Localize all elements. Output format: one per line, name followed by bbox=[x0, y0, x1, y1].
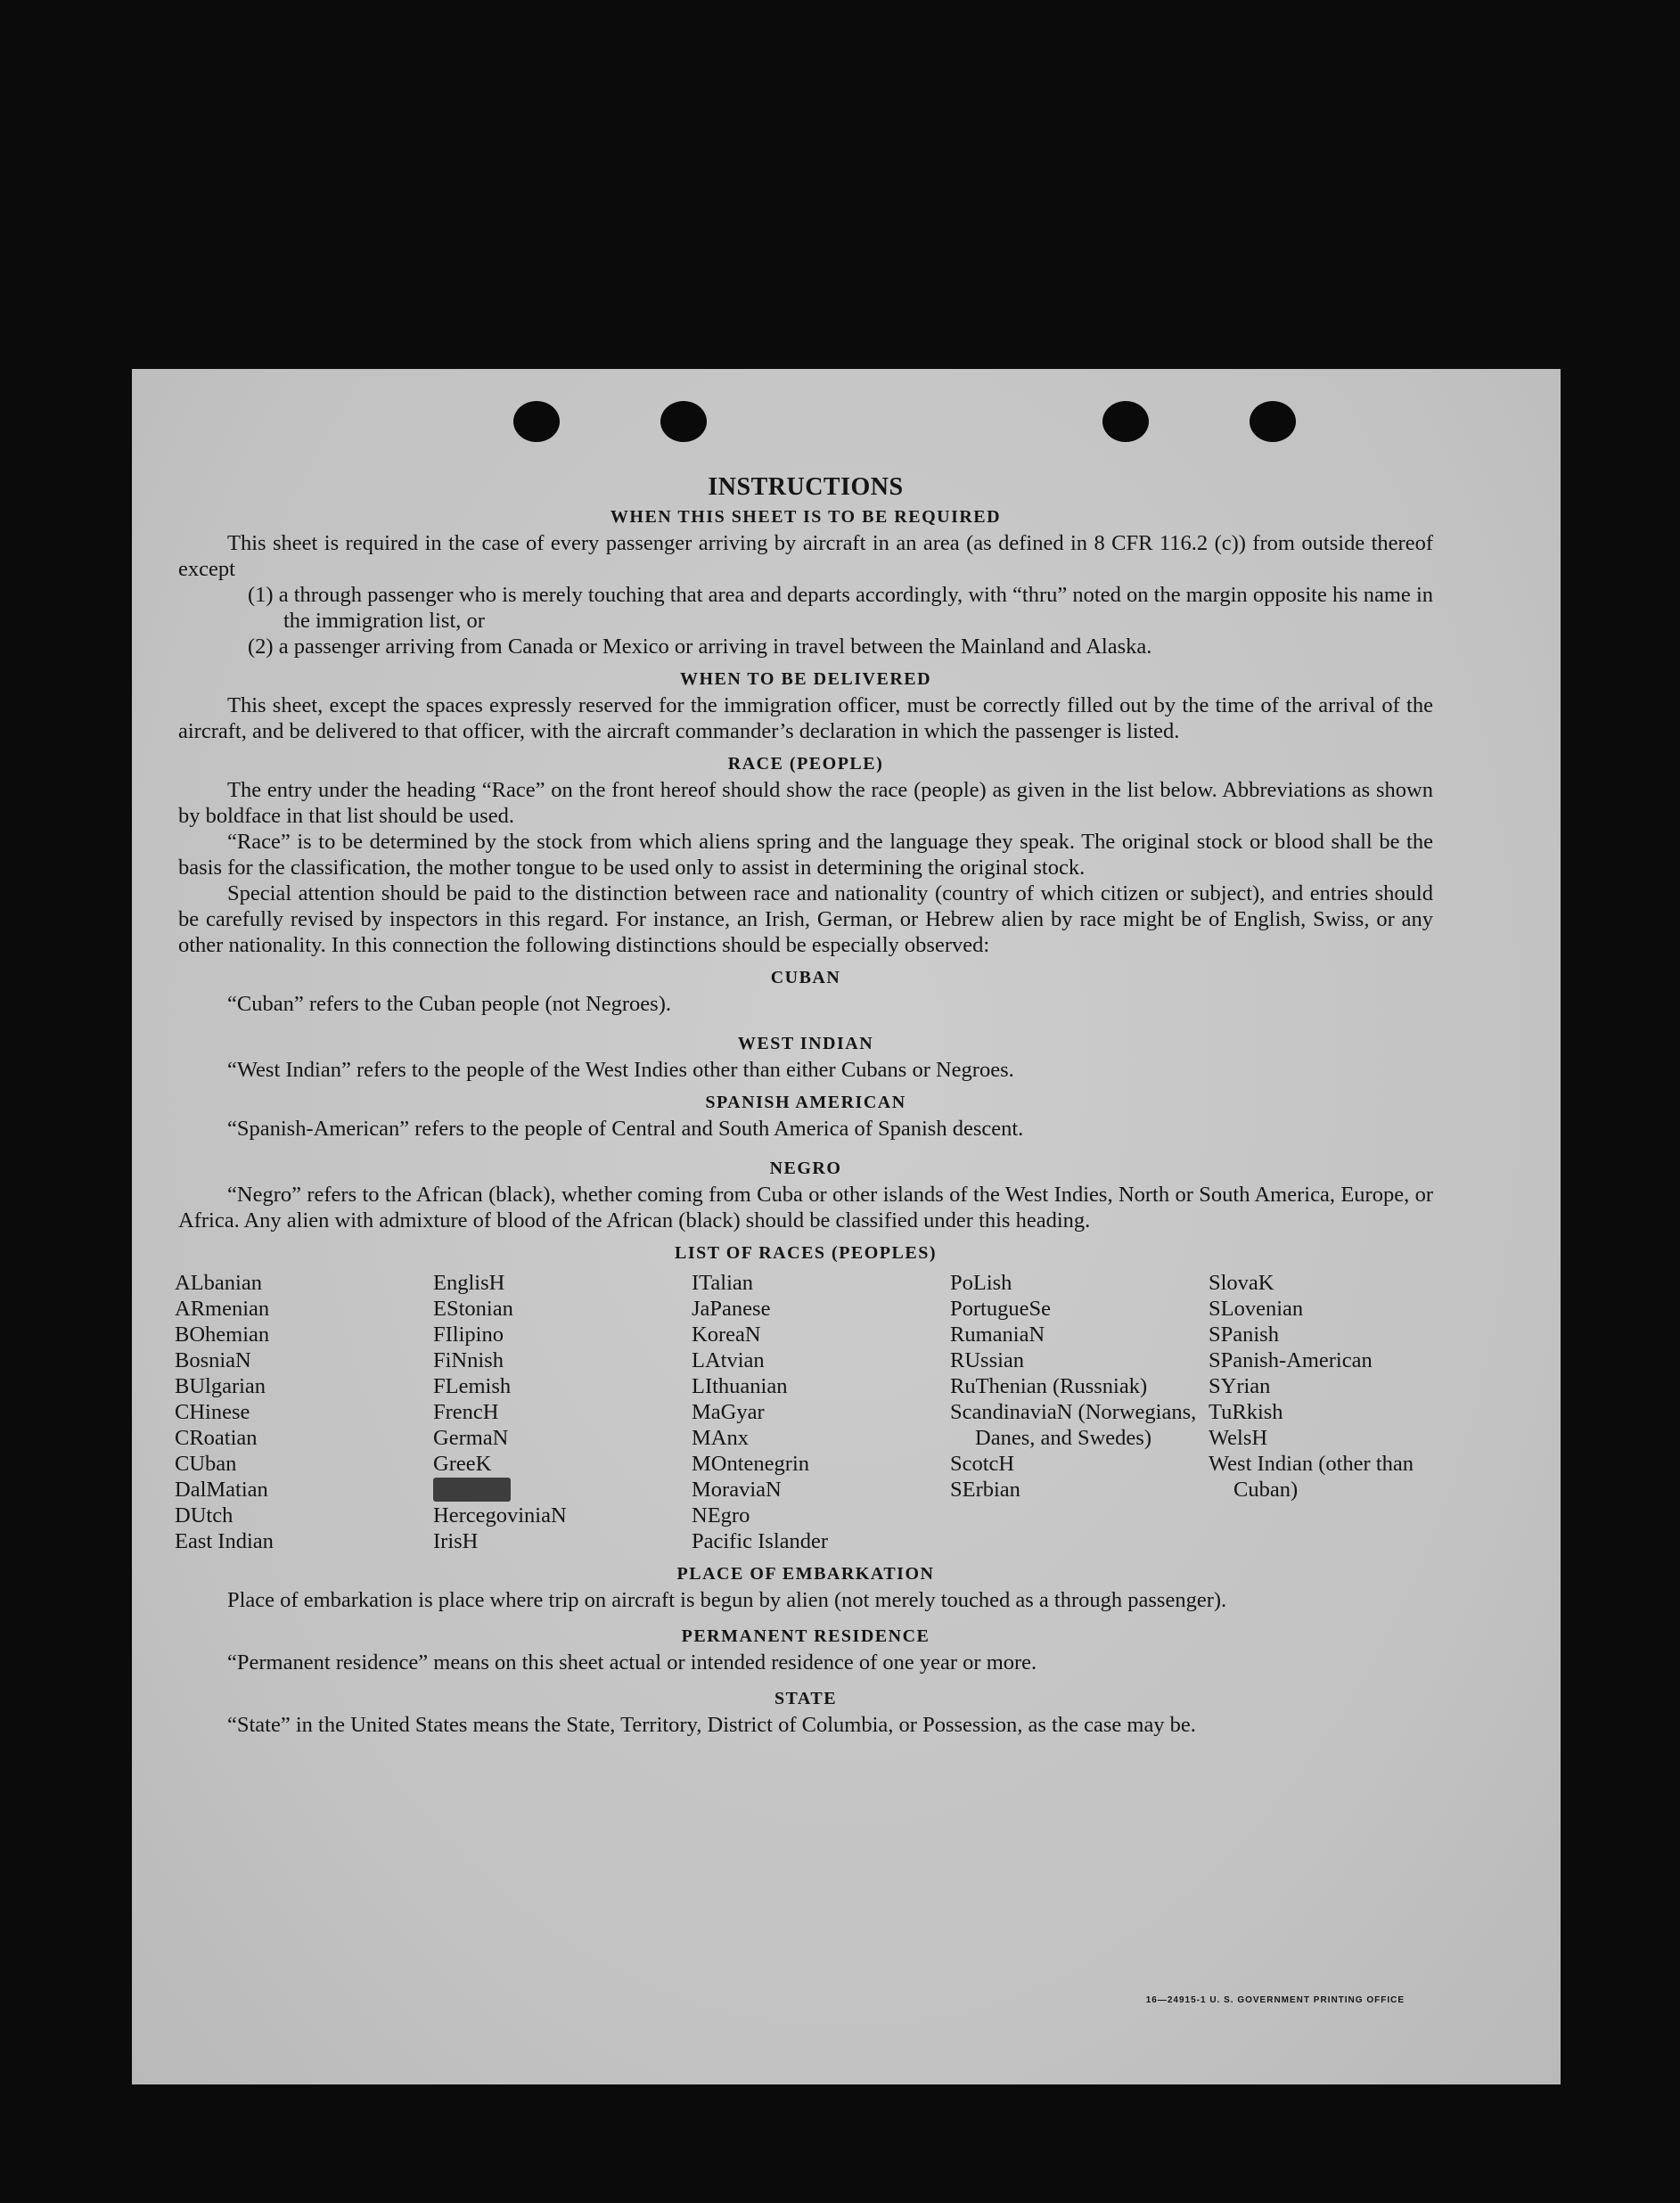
document-sheet bbox=[132, 369, 1561, 2084]
page-title: INSTRUCTIONS bbox=[708, 473, 904, 501]
when-delivered-heading: WHEN TO BE DELIVERED bbox=[679, 669, 932, 689]
when-required-intro: This sheet is required in the case of every passenger arriving by aircraft in an area (as defined in 8 CFR 116.2 (c)) from outside thereof except bbox=[178, 531, 1433, 581]
races-column bbox=[692, 1270, 950, 1554]
race-item: GreeK bbox=[433, 1452, 492, 1476]
west-indian-text: “West Indian” refers to the people of the West Indies other than either Cubans or Negroes. bbox=[227, 1058, 1014, 1082]
race-item: PoLish bbox=[950, 1271, 1012, 1295]
punch-hole bbox=[660, 401, 707, 442]
residence-text: “Permanent residence” means on this sheet actual or intended residence of one year or more. bbox=[227, 1650, 1037, 1675]
race-item: GermaN bbox=[433, 1426, 509, 1450]
race-item: SlovaK bbox=[1209, 1271, 1274, 1295]
race-item: RuThenian (Russniak) bbox=[950, 1374, 1148, 1398]
race-item: MaGyar bbox=[692, 1400, 765, 1424]
state-text: “State” in the United States means the State, Territory, District of Columbia, or Possession, as the case may be. bbox=[227, 1713, 1196, 1737]
race-item: LIthuanian bbox=[692, 1374, 788, 1398]
race-item: FIlipino bbox=[433, 1323, 504, 1347]
race-item: JaPanese bbox=[692, 1297, 771, 1321]
when-required-heading: WHEN THIS SHEET IS TO BE REQUIRED bbox=[610, 507, 1002, 527]
race-item: Pacific Islander bbox=[692, 1529, 829, 1553]
race-item: TuRkish bbox=[1209, 1400, 1283, 1424]
instructions-content bbox=[175, 472, 1433, 1738]
race-item: ScotcH bbox=[950, 1452, 1015, 1476]
race-item: MAnx bbox=[692, 1426, 749, 1450]
race-item: FiNnish bbox=[433, 1348, 504, 1372]
exception-1: (1) a through passenger who is merely touching that area and departs accordingly, with “thru” noted on the margin opposite his name in the immigration list, or bbox=[248, 583, 1433, 633]
race-item: East Indian bbox=[175, 1529, 274, 1553]
races-column bbox=[1209, 1270, 1440, 1554]
list-of-races-heading: LIST OF RACES (PEOPLES) bbox=[674, 1243, 937, 1263]
race-item: LAtvian bbox=[692, 1348, 765, 1372]
race-item: SYrian bbox=[1209, 1374, 1271, 1398]
residence-heading: PERMANENT RESIDENCE bbox=[681, 1626, 930, 1646]
punch-hole bbox=[513, 401, 560, 442]
race-item: ARmenian bbox=[175, 1297, 270, 1321]
race-item: IrisH bbox=[433, 1529, 479, 1553]
race-heading: RACE (PEOPLE) bbox=[727, 754, 884, 774]
race-item: ALbanian bbox=[175, 1271, 262, 1295]
cuban-text: “Cuban” refers to the Cuban people (not Negroes). bbox=[227, 992, 671, 1016]
west-indian-heading: WEST INDIAN bbox=[737, 1034, 874, 1053]
race-item: CRoatian bbox=[175, 1426, 258, 1450]
printing-office-footnote: 16—24915-1 U. S. GOVERNMENT PRINTING OFFICE bbox=[1145, 1995, 1405, 2005]
race-item: RumaniaN bbox=[950, 1323, 1045, 1347]
race-item: MOntenegrin bbox=[692, 1452, 809, 1476]
race-item: EnglisH bbox=[433, 1271, 505, 1295]
negro-heading: NEGRO bbox=[769, 1159, 842, 1178]
race-item: ScandinaviaN (Norwegians, Danes, and Swedes) bbox=[950, 1400, 1197, 1450]
races-column bbox=[433, 1270, 692, 1554]
race-item: BUlgarian bbox=[175, 1374, 266, 1398]
cuban-heading: CUBAN bbox=[770, 968, 841, 987]
race-item: KoreaN bbox=[692, 1323, 761, 1347]
race-item: DalMatian bbox=[175, 1478, 268, 1502]
race-item: FrencH bbox=[433, 1400, 499, 1424]
race-item: NEgro bbox=[692, 1503, 750, 1527]
race-item: PortugueSe bbox=[950, 1297, 1051, 1321]
spanish-american-heading: SPANISH AMERICAN bbox=[705, 1093, 906, 1112]
race-item: ITalian bbox=[692, 1271, 754, 1295]
race-item: RUssian bbox=[950, 1348, 1025, 1372]
races-column bbox=[175, 1270, 433, 1554]
race-paragraph-2: “Race” is to be determined by the stock from which aliens spring and the language they speak. The original stock or blood shall be the basis for the classification, the mother tongue to be used only to assist in determining the original stock. bbox=[178, 830, 1433, 880]
races-column bbox=[950, 1270, 1209, 1554]
punch-hole bbox=[1250, 401, 1296, 442]
race-paragraph-1: The entry under the heading “Race” on the front hereof should show the race (people) as given in the list below. Abbreviations as shown by boldface in that list should be used. bbox=[178, 778, 1433, 828]
embarkation-text: Place of embarkation is place where trip on aircraft is begun by alien (not merely touched as a through passenger). bbox=[227, 1588, 1227, 1612]
exception-2: (2) a passenger arriving from Canada or Mexico or arriving in travel between the Mainland and Alaska. bbox=[248, 635, 1152, 659]
spanish-american-text: “Spanish-American” refers to the people of Central and South America of Spanish descent. bbox=[227, 1117, 1024, 1141]
race-item: BOhemian bbox=[175, 1323, 270, 1347]
race-paragraph-3: Special attention should be paid to the distinction between race and nationality (country of which citizen or subject), and entries should be carefully revised by inspectors in this regard. For instance, an Irish, German, or Hebrew alien by race might be of English, Swiss, or any other nationality. In this connection the following distinctions should be especially observed: bbox=[178, 881, 1433, 957]
race-item: SErbian bbox=[950, 1478, 1020, 1502]
races-list bbox=[175, 1270, 1433, 1554]
race-item: CUban bbox=[175, 1452, 237, 1476]
race-item: West Indian (other than Cuban) bbox=[1209, 1452, 1414, 1502]
race-item: MoraviaN bbox=[692, 1478, 782, 1502]
race-item: HercegoviniaN bbox=[433, 1503, 567, 1527]
race-item: CHinese bbox=[175, 1400, 250, 1424]
race-item: BosniaN bbox=[175, 1348, 251, 1372]
when-delivered-text: This sheet, except the spaces expressly reserved for the immigration officer, must be correctly filled out by the time of the arrival of the aircraft, and be delivered to that officer, with the aircraft commander’s declaration in which the passenger is listed. bbox=[178, 693, 1433, 743]
race-item: SPanish bbox=[1209, 1323, 1279, 1347]
negro-text: “Negro” refers to the African (black), whether coming from Cuba or other islands of the West Indies, North or South America, Europe, or Africa. Any alien with admixture of blood of the African (black) should be classified under this heading. bbox=[178, 1183, 1433, 1233]
punch-hole bbox=[1102, 401, 1149, 442]
embarkation-heading: PLACE OF EMBARKATION bbox=[676, 1564, 935, 1584]
race-item: SLovenian bbox=[1209, 1297, 1304, 1321]
race-item: SPanish-American bbox=[1209, 1348, 1373, 1372]
race-item: EStonian bbox=[433, 1297, 513, 1321]
race-item: WelsH bbox=[1209, 1426, 1268, 1450]
race-item: HebreW bbox=[435, 1478, 509, 1502]
race-item: FLemish bbox=[433, 1374, 512, 1398]
race-item: DUtch bbox=[175, 1503, 234, 1527]
state-heading: STATE bbox=[774, 1689, 838, 1708]
